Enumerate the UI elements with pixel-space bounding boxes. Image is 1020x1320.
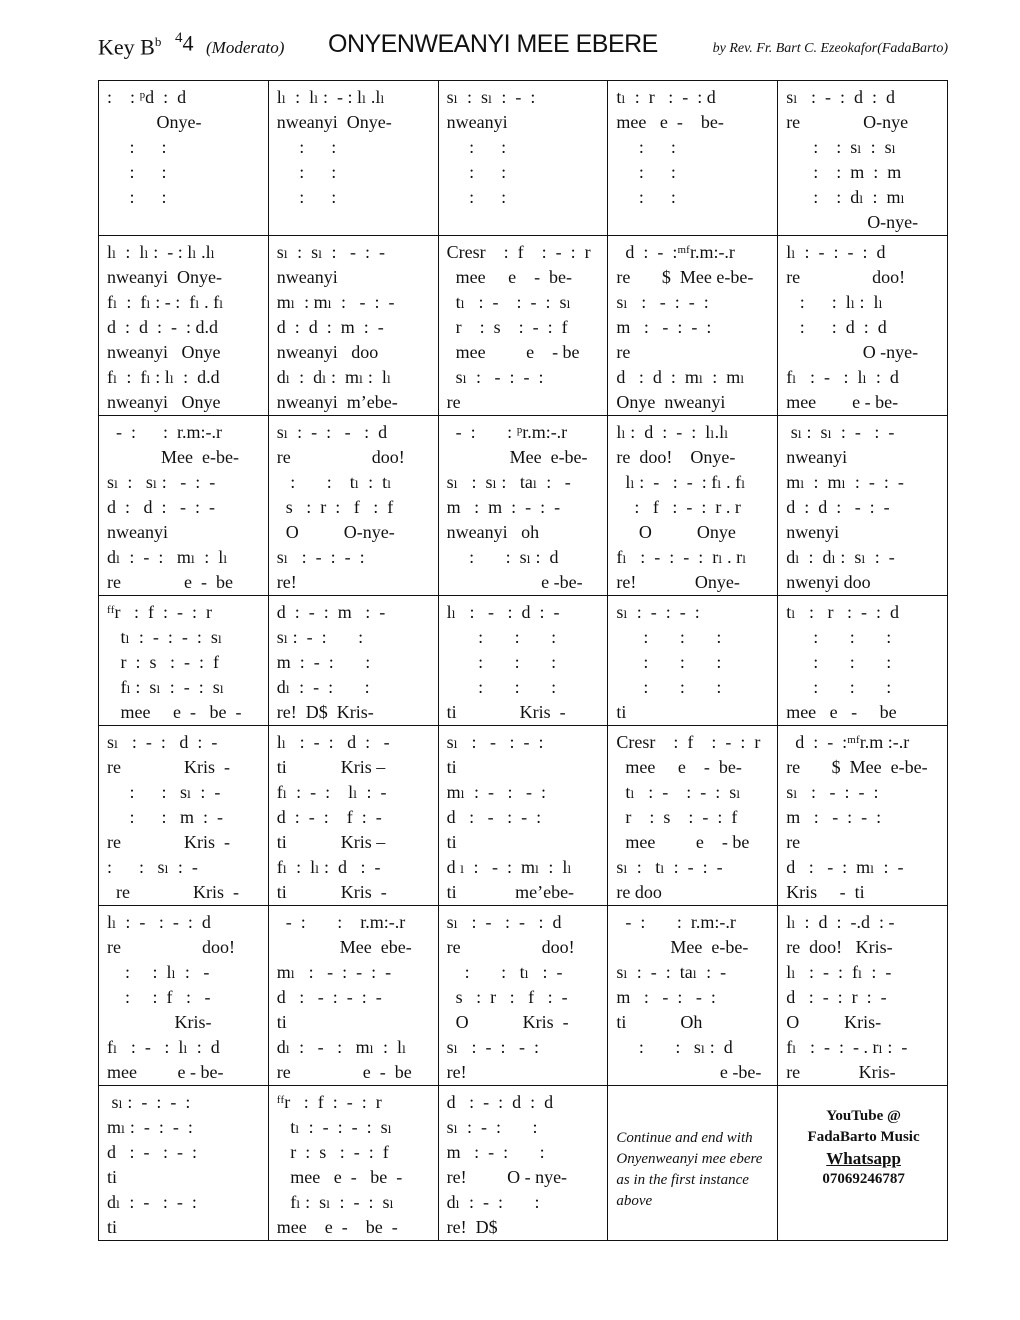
notation-line: nweanyi Onye — [107, 392, 221, 412]
notation-line: mee e - be — [446, 342, 580, 362]
notation-line: dₗ : - : mₗ : lₗ — [276, 1037, 407, 1057]
notation-line: s : r : f : - — [446, 987, 568, 1007]
notation-line: - : : r.m:-.r — [276, 912, 406, 932]
measure-cell — [608, 596, 778, 726]
notation-line: sₗ : - : d : - — [107, 732, 218, 752]
notation-line: : : — [107, 137, 167, 157]
notation-line: mee e - be — [616, 832, 750, 852]
notation-line: re! — [276, 572, 297, 592]
notation-line: d : - : - : — [107, 1142, 197, 1162]
notation-line: nweanyi — [786, 447, 848, 467]
notation-line: lₗ : - : - : d — [786, 242, 886, 262]
key-letter: Key B — [98, 34, 155, 60]
measure-cell — [268, 596, 438, 726]
phone-number: 07069246787 — [822, 1171, 905, 1187]
notation-line: - : : ᵖr.m:-.r — [446, 422, 568, 442]
notation-line: Mee e-be- — [616, 937, 749, 957]
notation-line: : : : — [446, 677, 557, 697]
notation-line: d : - : r : - — [786, 987, 887, 1007]
measure-cell — [778, 906, 948, 1086]
notation-line: sₗ : - : d : d — [786, 87, 896, 107]
notation-line: mee e - be - — [276, 1167, 403, 1187]
notation-line: mee e - be- — [616, 757, 742, 777]
measure-cell — [608, 81, 778, 236]
tempo-marking: (Moderato) — [206, 38, 285, 57]
measure-cell — [268, 1086, 438, 1241]
notation-line: : : : — [616, 652, 722, 672]
notation-line: dₗ : dₗ : sₗ : - — [786, 547, 895, 567]
notation-line: O-nye- — [786, 212, 919, 232]
notation-line: fₗ : - : lₗ : d — [107, 1037, 220, 1057]
notation-line: Mee ebe- — [276, 937, 412, 957]
notation-line: mee e - be- — [107, 1062, 224, 1082]
notation-line: nweanyi — [107, 522, 168, 542]
notation-line: - : : r.m:-.r — [616, 912, 736, 932]
notation-line: nwenyi — [786, 522, 840, 542]
notation-line: lₗ : - : fₗ : - — [786, 962, 892, 982]
notation-line: d : - : m : - — [276, 602, 386, 622]
notation-line: Cresr : f : - : r — [446, 242, 591, 262]
notation-line: fₗ : - : - : rₗ . rₗ — [616, 547, 747, 567]
measure-cell — [99, 726, 269, 906]
notation-line: dₗ : - : : — [446, 1192, 540, 1212]
measure-cell — [268, 726, 438, 906]
notation-line: re e - be — [107, 572, 233, 592]
notation-line: d : - : f : - — [276, 807, 382, 827]
notation-line: lₗ : - : - : fₗ . fₗ — [616, 472, 746, 492]
notation-line: O O-nye- — [276, 522, 395, 542]
notation-line: mₗ : - : - : — [107, 1117, 193, 1137]
notation-line: re e - be — [276, 1062, 412, 1082]
score-grid — [98, 80, 948, 1241]
notation-line: r : s : - : f — [616, 807, 738, 827]
notation-line: re! D$ Kris- — [276, 702, 374, 722]
notation-line: sₗ : - : : — [276, 627, 364, 647]
notation-line: re Kris - — [107, 832, 230, 852]
notation-line: : : — [446, 137, 507, 157]
measure-cell — [99, 906, 269, 1086]
notation-line: fₗ : - : lₗ : d — [786, 367, 899, 387]
notation-line: e -be- — [616, 1062, 762, 1082]
notation-line: : : : — [446, 627, 557, 647]
measure-cell — [268, 906, 438, 1086]
notation-line: re Kris- — [786, 1062, 896, 1082]
notation-line: Mee e-be- — [446, 447, 588, 467]
notation-line: m : m : - : - — [446, 497, 561, 517]
score-row — [99, 236, 948, 416]
notation-line: re — [786, 832, 801, 852]
measure-cell — [99, 596, 269, 726]
notation-line: r : s : - : f — [446, 317, 568, 337]
notation-line: : : : — [786, 627, 892, 647]
notation-line: re! — [446, 1062, 467, 1082]
notation-line: d ₗ : - : mₗ : lₗ — [446, 857, 572, 877]
notation-line: tₗ : - : - : sₗ — [446, 292, 571, 312]
notation-line: O -nye- — [786, 342, 919, 362]
notation-line: sₗ : sₗ : - : - — [786, 422, 895, 442]
measure-cell — [778, 596, 948, 726]
notation-line: re — [446, 392, 461, 412]
notation-line: fₗ : sₗ : - : sₗ — [107, 677, 225, 697]
notation-line: nweanyi Onye — [107, 342, 221, 362]
notation-line: fₗ : - : lₗ : - — [276, 782, 387, 802]
notation-line: tₗ : - : - : sₗ — [107, 627, 223, 647]
time-signature — [175, 30, 194, 56]
notation-line: re! Onye- — [616, 572, 740, 592]
score-row — [99, 596, 948, 726]
measure-cell — [268, 416, 438, 596]
notation-line: ti Kris – — [276, 757, 386, 777]
notation-line: : : sₗ : sₗ — [786, 137, 896, 157]
notation-line: ti Kris - — [446, 702, 566, 722]
time-signature-top: 4 — [175, 30, 183, 46]
notation-line: : : — [616, 137, 676, 157]
measure-cell — [99, 416, 269, 596]
notation-line: Kris - ti — [786, 882, 865, 902]
notation-line: d : - : - : — [446, 807, 542, 827]
measure-cell — [608, 416, 778, 596]
notation-line: s : r : f : f — [276, 497, 394, 517]
notation-line: mee e - be — [786, 702, 897, 722]
measure-cell — [608, 906, 778, 1086]
notation-line: : : ᵖd : d — [107, 87, 187, 107]
notation-line: m : - : : — [276, 652, 371, 672]
notation-line: sₗ : - : - : — [446, 1037, 539, 1057]
notation-line: sₗ : - : taₗ : - — [616, 962, 727, 982]
notation-line: : : : — [446, 652, 557, 672]
notation-line: : : : — [786, 677, 892, 697]
notation-line: : : sₗ : - — [107, 857, 198, 877]
notation-line: d : - : - : - — [276, 987, 382, 1007]
notation-line: re! D$ — [446, 1217, 498, 1237]
notation-line: fₗ : sₗ : - : sₗ — [276, 1192, 394, 1212]
contact-info — [786, 1106, 941, 1190]
notation-line: : : sₗ : d — [446, 547, 559, 567]
notation-line: lₗ : - : d : - — [446, 602, 560, 622]
notation-line: r : s : - : f — [276, 1142, 389, 1162]
measure-cell — [778, 416, 948, 596]
notation-line: mee e - be - — [107, 702, 242, 722]
notation-line: dₗ : - : : — [276, 677, 370, 697]
notation-line: : : lₗ : - — [107, 962, 210, 982]
notation-line: sₗ : - : - : — [616, 292, 709, 312]
notation-line: re doo! — [276, 447, 405, 467]
notation-line: m : - : : — [446, 1142, 545, 1162]
notation-line: - : : r.m:-.r — [107, 422, 222, 442]
notation-line: re doo! — [446, 937, 575, 957]
notation-line: ti — [446, 832, 457, 852]
notation-line: nweanyi oh — [446, 522, 540, 542]
notation-line: re doo — [616, 882, 662, 902]
notation-line: lₗ : - : d : - — [276, 732, 390, 752]
key-flat-sign: b — [154, 34, 162, 49]
notation-line: nweanyi Onye- — [107, 267, 222, 287]
measure-cell — [778, 1086, 948, 1241]
composer-credit: by Rev. Fr. Bart C. Ezeokafor(FadaBarto) — [712, 41, 948, 56]
notation-line: : : — [276, 187, 337, 207]
score-header — [98, 28, 948, 68]
notation-line: tₗ : - : - : sₗ — [616, 782, 741, 802]
notation-line: sₗ : - : - : — [786, 782, 879, 802]
notation-line: m : - : - : — [786, 807, 882, 827]
notation-line: re! O - nye- — [446, 1167, 568, 1187]
score-row — [99, 416, 948, 596]
notation-line: d : d : - : d.d — [107, 317, 218, 337]
notation-line: tₗ : - : - : sₗ — [276, 1117, 393, 1137]
notation-line: Kris- — [107, 1012, 212, 1032]
notation-line: : : m : m — [786, 162, 902, 182]
key-signature — [98, 34, 161, 60]
notation-line: mₗ : mₗ : - : - — [786, 472, 904, 492]
score-row — [99, 906, 948, 1086]
measure-cell — [608, 236, 778, 416]
notation-line: re doo! Onye- — [616, 447, 736, 467]
notation-line: : : m : - — [107, 807, 223, 827]
notation-line: O Onye — [616, 522, 736, 542]
measure-cell — [778, 726, 948, 906]
whatsapp-label: Whatsapp — [826, 1149, 901, 1168]
notation-line: d : d : m : - — [276, 317, 384, 337]
page-title: ONYENWEANYI MEE EBERE — [328, 30, 658, 58]
score-row — [99, 81, 948, 236]
notation-line: lₗ : - : - : d — [107, 912, 211, 932]
notation-line: : : — [276, 137, 337, 157]
measure-cell — [778, 236, 948, 416]
notation-line: d : - :ᵐᶠr.m:-.r — [616, 242, 735, 262]
notation-line: : : — [446, 187, 507, 207]
notation-line: re — [616, 342, 631, 362]
notation-line: fₗ : fₗ : lₗ : d.d — [107, 367, 220, 387]
notation-line: ti Kris – — [276, 832, 386, 852]
notation-line: Onye- — [107, 112, 202, 132]
notation-line: : : : — [616, 627, 722, 647]
measure-cell — [438, 726, 608, 906]
notation-line: : : — [107, 162, 167, 182]
notation-line: sₗ : - : : — [446, 1117, 538, 1137]
notation-line: : : — [616, 187, 676, 207]
notation-line: lₗ : d : -.d : - — [786, 912, 895, 932]
notation-line: tₗ : r : - : d — [786, 602, 900, 622]
notation-line: : : : — [616, 677, 722, 697]
notation-line: fₗ : lₗ : d : - — [276, 857, 381, 877]
notation-line: re Kris - — [107, 757, 230, 777]
notation-line: sₗ : sₗ : - : - — [107, 472, 216, 492]
notation-line: re doo! Kris- — [786, 937, 893, 957]
measure-cell — [438, 1086, 608, 1241]
notation-line: sₗ : sₗ : taₗ : - — [446, 472, 571, 492]
notation-line: sₗ : - : - : — [446, 732, 544, 752]
notation-line: re O-nye — [786, 112, 909, 132]
notation-line: sₗ : - : - : — [276, 547, 365, 567]
notation-line: sₗ : - : - : — [446, 367, 544, 387]
notation-line: d : - : d : d — [446, 1092, 554, 1112]
notation-line: sₗ : sₗ : - : - — [276, 242, 386, 262]
notation-line: nweanyi — [276, 267, 338, 287]
channel-name: FadaBarto Music — [807, 1129, 920, 1145]
measure-cell — [608, 1086, 778, 1241]
notation-line: : : dₗ : mₗ — [786, 187, 905, 207]
measure-cell — [268, 81, 438, 236]
measure-cell — [438, 596, 608, 726]
notation-line: d : - : mₗ : - — [786, 857, 904, 877]
notation-line: ᶠᶠr : f : - : r — [276, 1092, 382, 1112]
notation-line: d : d : - : - — [107, 497, 215, 517]
notation-line: : : tₗ : - — [446, 962, 563, 982]
notation-line: r : s : - : f — [107, 652, 219, 672]
notation-line: tₗ : r : - : d — [616, 87, 716, 107]
measure-cell — [778, 81, 948, 236]
score-row — [99, 1086, 948, 1241]
notation-line: dₗ : dₗ : mₗ : lₗ — [276, 367, 392, 387]
notation-line: mee e - be- — [616, 112, 724, 132]
notation-line: nweanyi doo — [276, 342, 379, 362]
notation-line: re Kris - — [107, 882, 239, 902]
notation-line: d : - :ᵐᶠr.m :-.r — [786, 732, 910, 752]
notation-line: lₗ : lₗ : - : lₗ .lₗ — [276, 87, 385, 107]
measure-cell — [99, 81, 269, 236]
notation-line: ti Oh — [616, 1012, 703, 1032]
notation-line: : : sₗ : - — [107, 782, 221, 802]
notation-line: ti — [276, 1012, 287, 1032]
notation-line: : : d : d — [786, 317, 887, 337]
notation-line: Onye nweanyi — [616, 392, 726, 412]
notation-line: sₗ : - : - : d — [446, 912, 562, 932]
notation-line: mₗ : mₗ : - : - — [276, 292, 395, 312]
notation-line: m : - : - : — [616, 987, 716, 1007]
notation-line: re $ Mee e-be- — [786, 757, 928, 777]
notation-line: nwenyi doo — [786, 572, 871, 592]
notation-line: ti — [107, 1217, 118, 1237]
notation-line: sₗ : sₗ : - : — [446, 87, 536, 107]
measure-cell — [608, 726, 778, 906]
notation-line: : : tₗ : tₗ — [276, 472, 392, 492]
notation-line: mee e - be - — [276, 1217, 398, 1237]
notation-line: : : lₗ : lₗ — [786, 292, 883, 312]
notation-line: O Kris- — [786, 1012, 882, 1032]
notation-line: : : — [446, 162, 507, 182]
notation-line: ti Kris - — [276, 882, 387, 902]
notation-line: lₗ : d : - : lₗ.lₗ — [616, 422, 729, 442]
measure-cell — [438, 416, 608, 596]
notation-line: : : sₗ : d — [616, 1037, 733, 1057]
score-row — [99, 726, 948, 906]
notation-line: dₗ : - : mₗ : lₗ — [107, 547, 228, 567]
measure-cell — [438, 81, 608, 236]
notation-line: e -be- — [446, 572, 583, 592]
notation-line: mₗ : - : - : — [446, 782, 546, 802]
notation-line: : f : - : r . r — [616, 497, 741, 517]
time-signature-bottom: 4 — [182, 30, 194, 56]
notation-line: Cresr : f : - : r — [616, 732, 761, 752]
notation-line: mₗ : - : - : - — [276, 962, 392, 982]
notation-line: d : d : mₗ : mₗ — [616, 367, 745, 387]
notation-line: d : d : - : - — [786, 497, 890, 517]
notation-line: ti me’ebe- — [446, 882, 575, 902]
notation-line: ti — [446, 757, 457, 777]
notation-line: sₗ : - : - : d — [276, 422, 388, 442]
notation-line: ᶠᶠr : f : - : r — [107, 602, 212, 622]
notation-line: : : — [107, 187, 167, 207]
notation-line: re doo! — [786, 267, 906, 287]
notation-line: Mee e-be- — [107, 447, 239, 467]
notation-line: mee e - be- — [786, 392, 899, 412]
notation-line: : : : — [786, 652, 892, 672]
measure-cell — [99, 1086, 269, 1241]
measure-cell — [438, 236, 608, 416]
measure-cell — [268, 236, 438, 416]
notation-line: : : — [276, 162, 337, 182]
measure-cell — [438, 906, 608, 1086]
ending-instruction: Continue and end with Onyenweanyi mee ebere as in the first instance above — [616, 1130, 763, 1209]
notation-line: : : f : - — [107, 987, 211, 1007]
notation-line: fₗ : fₗ : - : fₗ . fₗ — [107, 292, 224, 312]
notation-line: sₗ : - : - : — [107, 1092, 191, 1112]
notation-line: sₗ : tₗ : - : - — [616, 857, 723, 877]
notation-line: nweanyi m’ebe- — [276, 392, 398, 412]
notation-line: sₗ : - : - : — [616, 602, 700, 622]
notation-line: re $ Mee e-be- — [616, 267, 754, 287]
notation-line: m : - : - : — [616, 317, 712, 337]
notation-line: fₗ : - : - . rₗ : - — [786, 1037, 908, 1057]
notation-line: : : — [616, 162, 676, 182]
notation-line: ti — [616, 702, 627, 722]
notation-line: nweanyi Onye- — [276, 112, 392, 132]
notation-line: lₗ : lₗ : - : lₗ .lₗ — [107, 242, 215, 262]
notation-line: nweanyi — [446, 112, 508, 132]
notation-line: re doo! — [107, 937, 235, 957]
notation-line: O Kris - — [446, 1012, 569, 1032]
notation-line: ti — [107, 1167, 118, 1187]
measure-cell — [99, 236, 269, 416]
youtube-label: YouTube @ — [826, 1108, 901, 1124]
notation-line: mee e - be- — [446, 267, 573, 287]
notation-line: dₗ : - : - : — [107, 1192, 197, 1212]
